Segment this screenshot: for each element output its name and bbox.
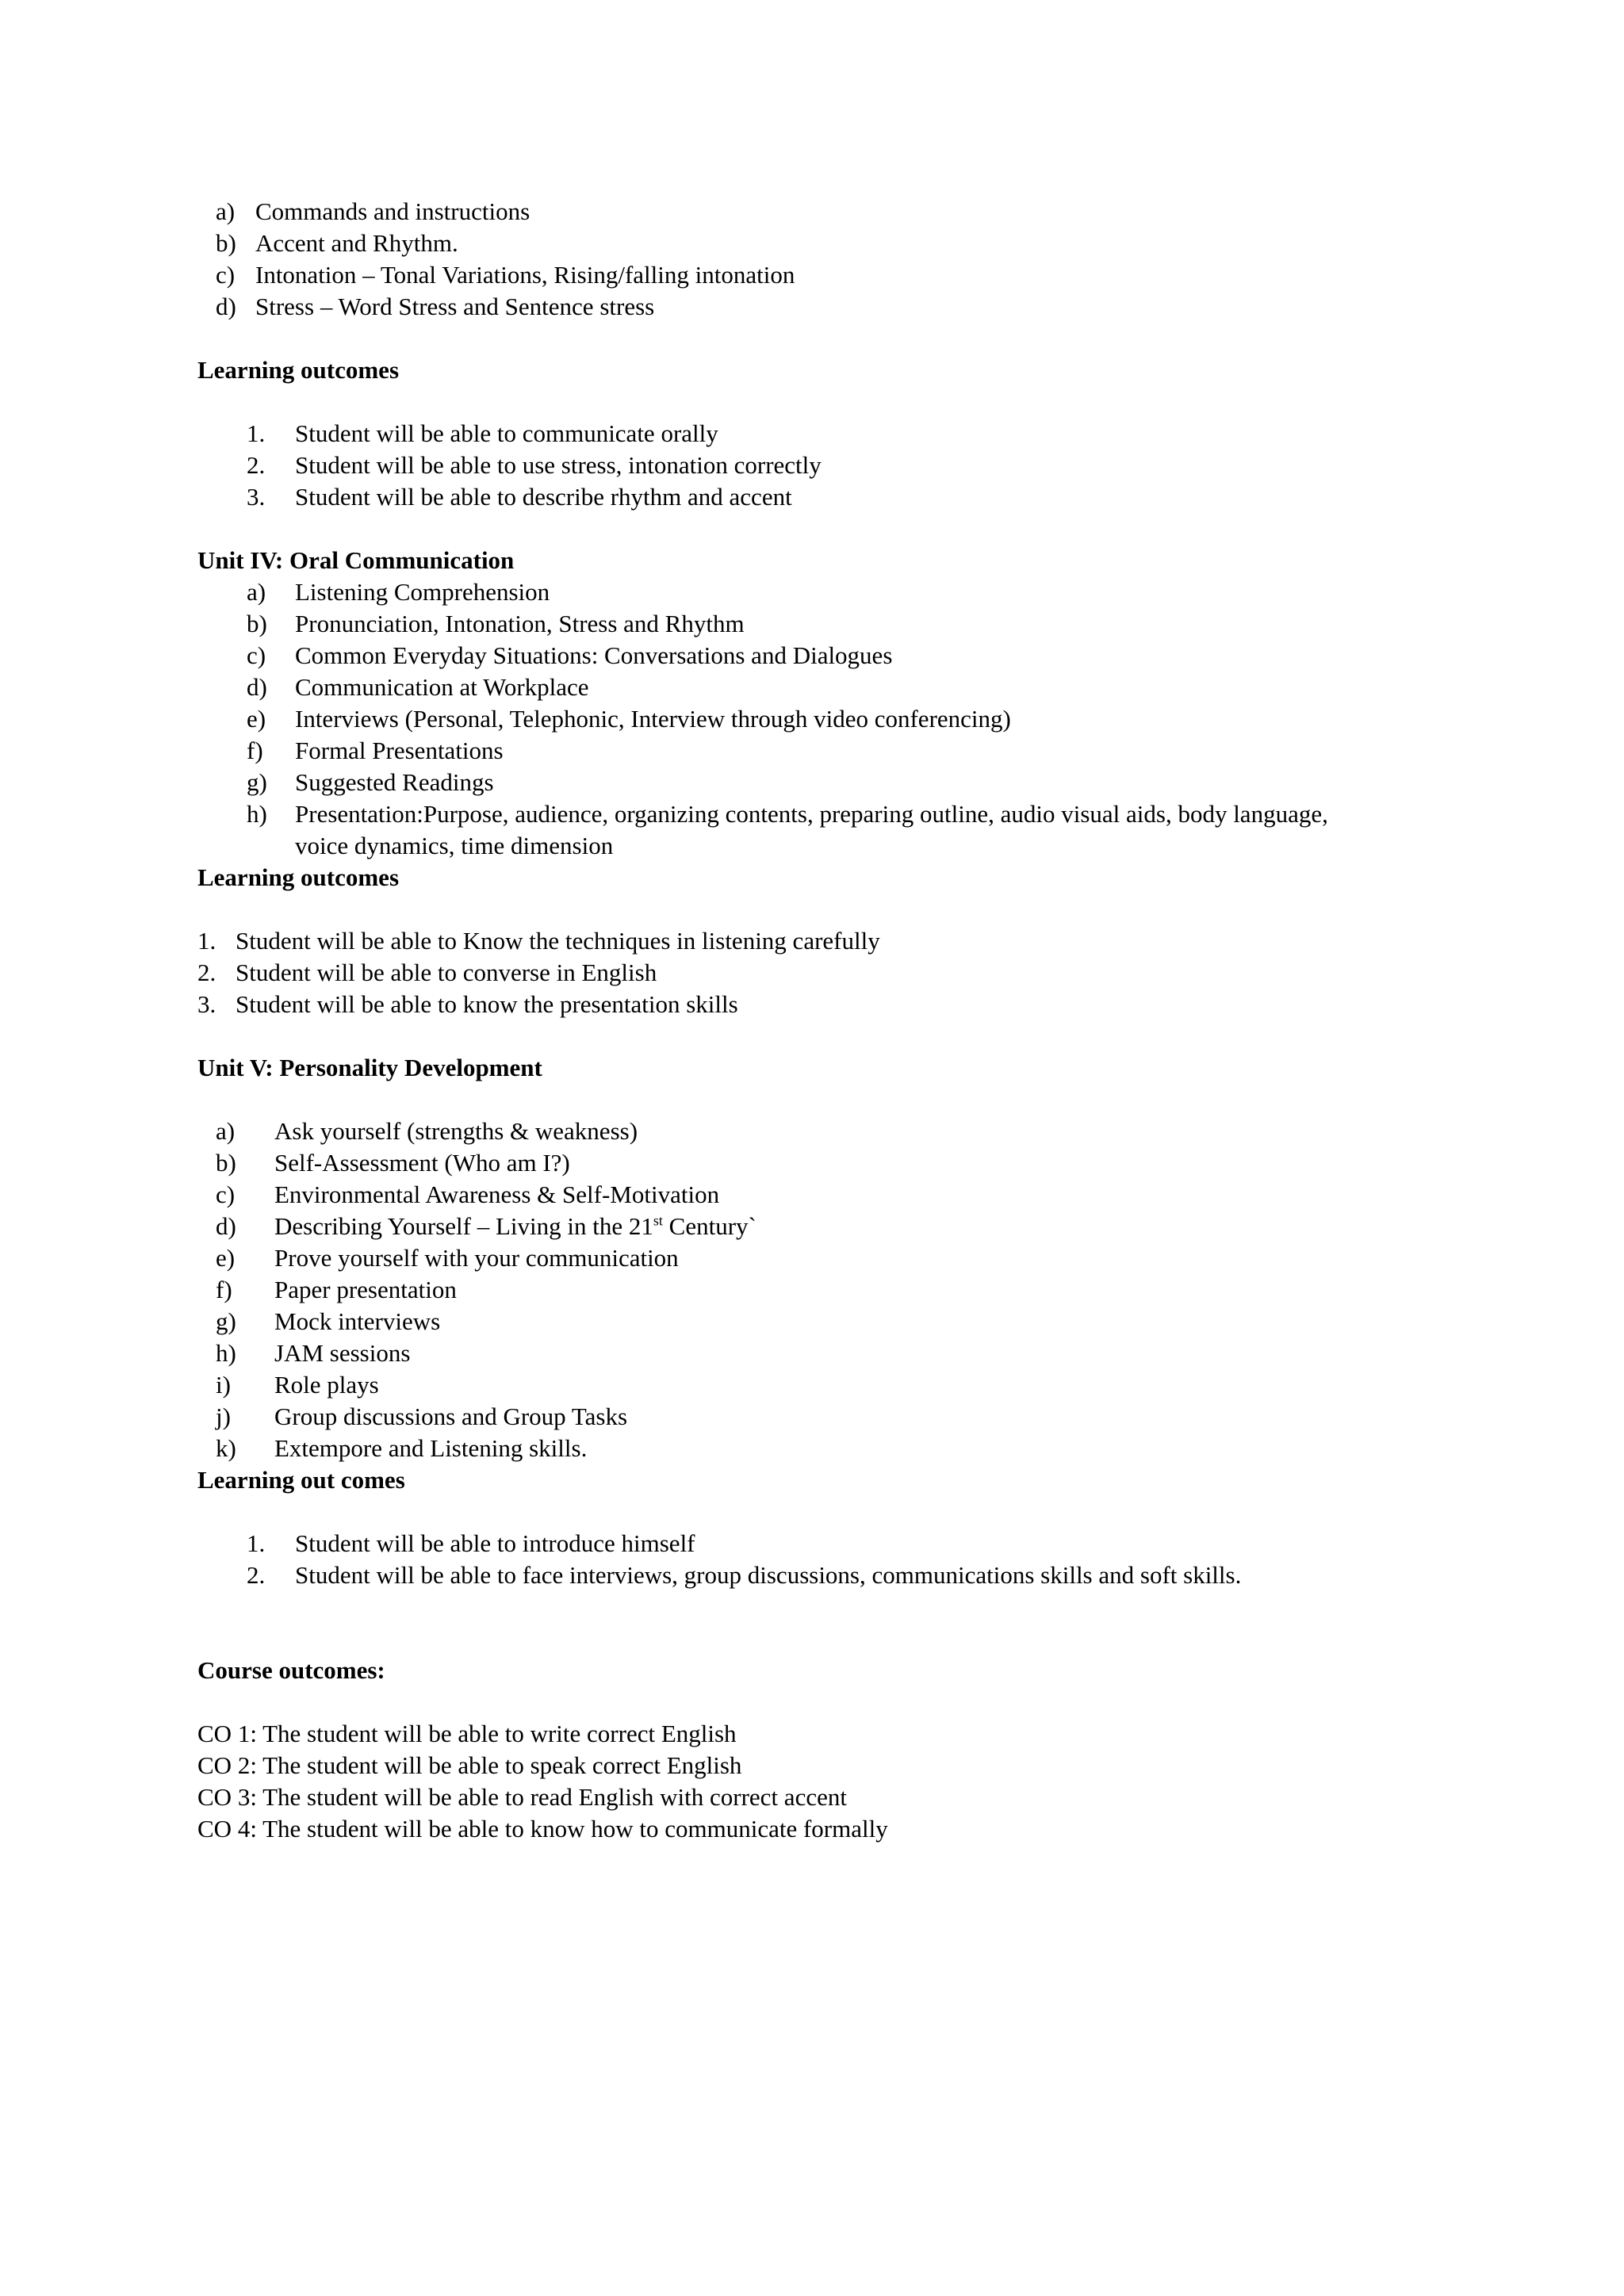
list-marker: d) <box>247 673 267 701</box>
list-marker: i) <box>216 1371 231 1399</box>
section-heading: Learning outcomes <box>197 356 400 384</box>
list-marker: 1. <box>247 419 266 447</box>
list-item: Suggested Readings <box>295 768 494 796</box>
course-outcome: CO 3: The student will be able to read English with correct accent <box>197 1783 847 1811</box>
list-marker: 2. <box>247 1561 266 1589</box>
list-marker: c) <box>216 1181 236 1208</box>
list-marker: d) <box>216 1212 236 1240</box>
superscript: st <box>653 1212 663 1229</box>
list-marker: d) <box>216 293 236 320</box>
list-item: Communication at Workplace <box>295 673 589 701</box>
list-item: Extempore and Listening skills. <box>274 1434 588 1462</box>
list-marker: a) <box>247 578 266 606</box>
list-marker: c) <box>216 261 236 289</box>
list-marker: b) <box>247 610 267 637</box>
list-marker: b) <box>216 1149 236 1177</box>
list-item: Student will be able to know the presentation skills <box>236 990 738 1018</box>
list-marker: g) <box>247 768 267 796</box>
list-item: Self-Assessment (Who am I?) <box>274 1149 570 1177</box>
section-heading: Unit V: Personality Development <box>197 1054 542 1081</box>
list-item-text-after: Century` <box>662 1212 756 1240</box>
list-item: Role plays <box>274 1371 379 1399</box>
list-marker: 2. <box>247 451 266 479</box>
list-marker: g) <box>216 1307 236 1335</box>
list-item: Student will be able to use stress, intonation correctly <box>295 451 822 479</box>
list-item: Prove yourself with your communication <box>274 1244 679 1272</box>
section-heading: Course outcomes: <box>197 1656 385 1684</box>
list-marker: h) <box>216 1339 236 1367</box>
list-item: Environmental Awareness & Self-Motivation <box>274 1181 720 1208</box>
list-item: Presentation:Purpose, audience, organizing contents, preparing outline, audio visual aids, body language, <box>295 800 1328 828</box>
list-marker: f) <box>216 1276 232 1303</box>
list-marker: e) <box>247 705 266 733</box>
list-marker: a) <box>216 197 236 225</box>
list-item: Student will be able to face interviews, group discussions, communications skills and soft skills. <box>295 1561 1242 1589</box>
list-item: Student will be able to Know the techniques in listening carefully <box>236 927 880 955</box>
list-item: Ask yourself (strengths & weakness) <box>274 1117 638 1145</box>
course-outcome: CO 4: The student will be able to know how to communicate formally <box>197 1815 888 1843</box>
list-item: Commands and instructions <box>255 197 530 225</box>
list-marker: 3. <box>197 990 216 1018</box>
section-heading: Unit IV: Oral Communication <box>197 546 515 574</box>
list-marker: a) <box>216 1117 236 1145</box>
section-heading: Learning out comes <box>197 1466 405 1494</box>
list-marker: 1. <box>247 1529 266 1557</box>
course-outcome: CO 1: The student will be able to write correct English <box>197 1720 737 1747</box>
course-outcome: CO 2: The student will be able to speak correct English <box>197 1751 742 1779</box>
list-item: Stress – Word Stress and Sentence stress <box>255 293 655 320</box>
list-marker: k) <box>216 1434 236 1462</box>
list-item: Student will be able to describe rhythm and accent <box>295 483 792 511</box>
list-item <box>274 1211 756 1242</box>
list-item-text: Describing Yourself – Living in the 21 <box>274 1212 653 1240</box>
list-marker: e) <box>216 1244 236 1272</box>
list-marker: b) <box>216 229 236 257</box>
list-marker: h) <box>247 800 267 828</box>
section-heading: Learning outcomes <box>197 863 400 891</box>
list-item: Intonation – Tonal Variations, Rising/falling intonation <box>255 261 795 289</box>
list-marker: 3. <box>247 483 266 511</box>
list-item: Student will be able to converse in English <box>236 959 657 986</box>
list-item: Accent and Rhythm. <box>255 229 458 257</box>
list-item: Student will be able to communicate orally <box>295 419 718 447</box>
list-marker: c) <box>247 641 266 669</box>
list-marker: 1. <box>197 927 216 955</box>
list-item: Formal Presentations <box>295 737 504 764</box>
list-item: Paper presentation <box>274 1276 457 1303</box>
list-marker: f) <box>247 737 263 764</box>
list-item: Group discussions and Group Tasks <box>274 1402 628 1430</box>
list-item: Mock interviews <box>274 1307 441 1335</box>
list-item: Common Everyday Situations: Conversations and Dialogues <box>295 641 893 669</box>
list-marker: 2. <box>197 959 216 986</box>
list-item: Pronunciation, Intonation, Stress and Rhythm <box>295 610 745 637</box>
list-item-continuation: voice dynamics, time dimension <box>295 832 614 859</box>
list-item: JAM sessions <box>274 1339 411 1367</box>
list-item: Listening Comprehension <box>295 578 550 606</box>
list-item: Interviews (Personal, Telephonic, Interview through video conferencing) <box>295 705 1011 733</box>
list-marker: j) <box>216 1402 231 1430</box>
list-item: Student will be able to introduce himself <box>295 1529 695 1557</box>
